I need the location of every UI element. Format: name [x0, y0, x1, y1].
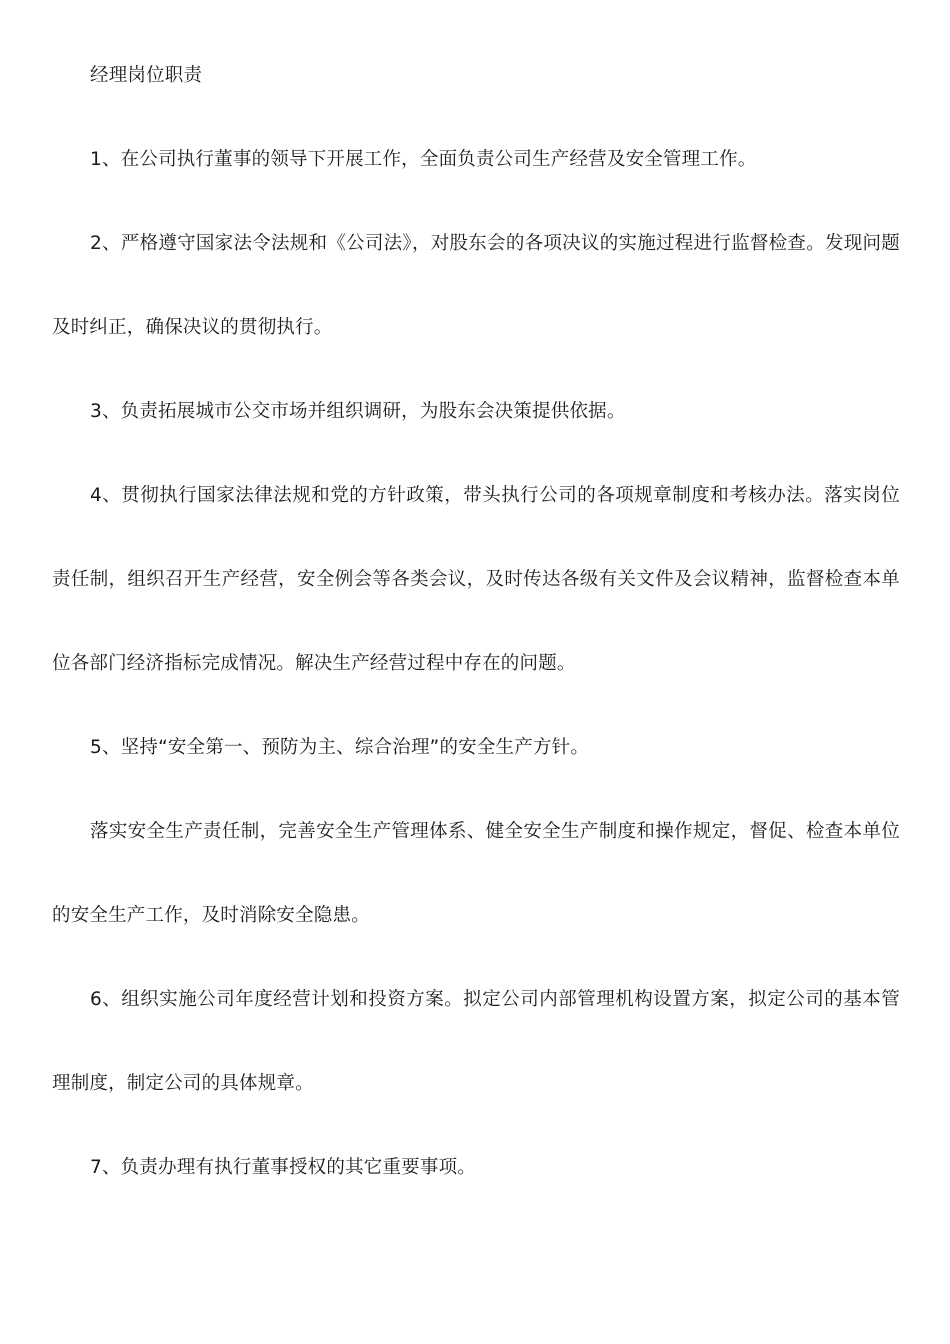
paragraph-2: 2、严格遵守国家法令法规和《公司法》，对股东会的各项决议的实施过程进行监督检查。发现问题及时纠正，确保决议的贯彻执行。: [52, 233, 900, 338]
paragraph-5-continued: 落实安全生产责任制，完善安全生产管理体系、健全安全生产制度和操作规定，督促、检查本单位的安全生产工作，及时消除安全隐患。: [52, 821, 900, 926]
document-title: 经理岗位职责: [90, 65, 203, 86]
document-body: [52, 34, 900, 1210]
paragraph-5: 5、坚持“安全第一、预防为主、综合治理”的安全生产方针。: [90, 737, 590, 758]
paragraph-3: 3、负责拓展城市公交市场并组织调研，为股东会决策提供依据。: [90, 401, 626, 422]
paragraph-1: 1、在公司执行董事的领导下开展工作，全面负责公司生产经营及安全管理工作。: [90, 149, 757, 170]
paragraph-6: 6、组织实施公司年度经营计划和投资方案。拟定公司内部管理机构设置方案，拟定公司的基本管理制度，制定公司的具体规章。: [52, 989, 900, 1094]
paragraph-7: 7、负责办理有执行董事授权的其它重要事项。: [90, 1157, 476, 1178]
paragraph-4: 4、贯彻执行国家法律法规和党的方针政策，带头执行公司的各项规章制度和考核办法。落实岗位责任制，组织召开生产经营，安全例会等各类会议，及时传达各级有关文件及会议精神，监督检查本单位各部门经济指标完成情况。解决生产经营过程中存在的问题。: [52, 485, 900, 674]
